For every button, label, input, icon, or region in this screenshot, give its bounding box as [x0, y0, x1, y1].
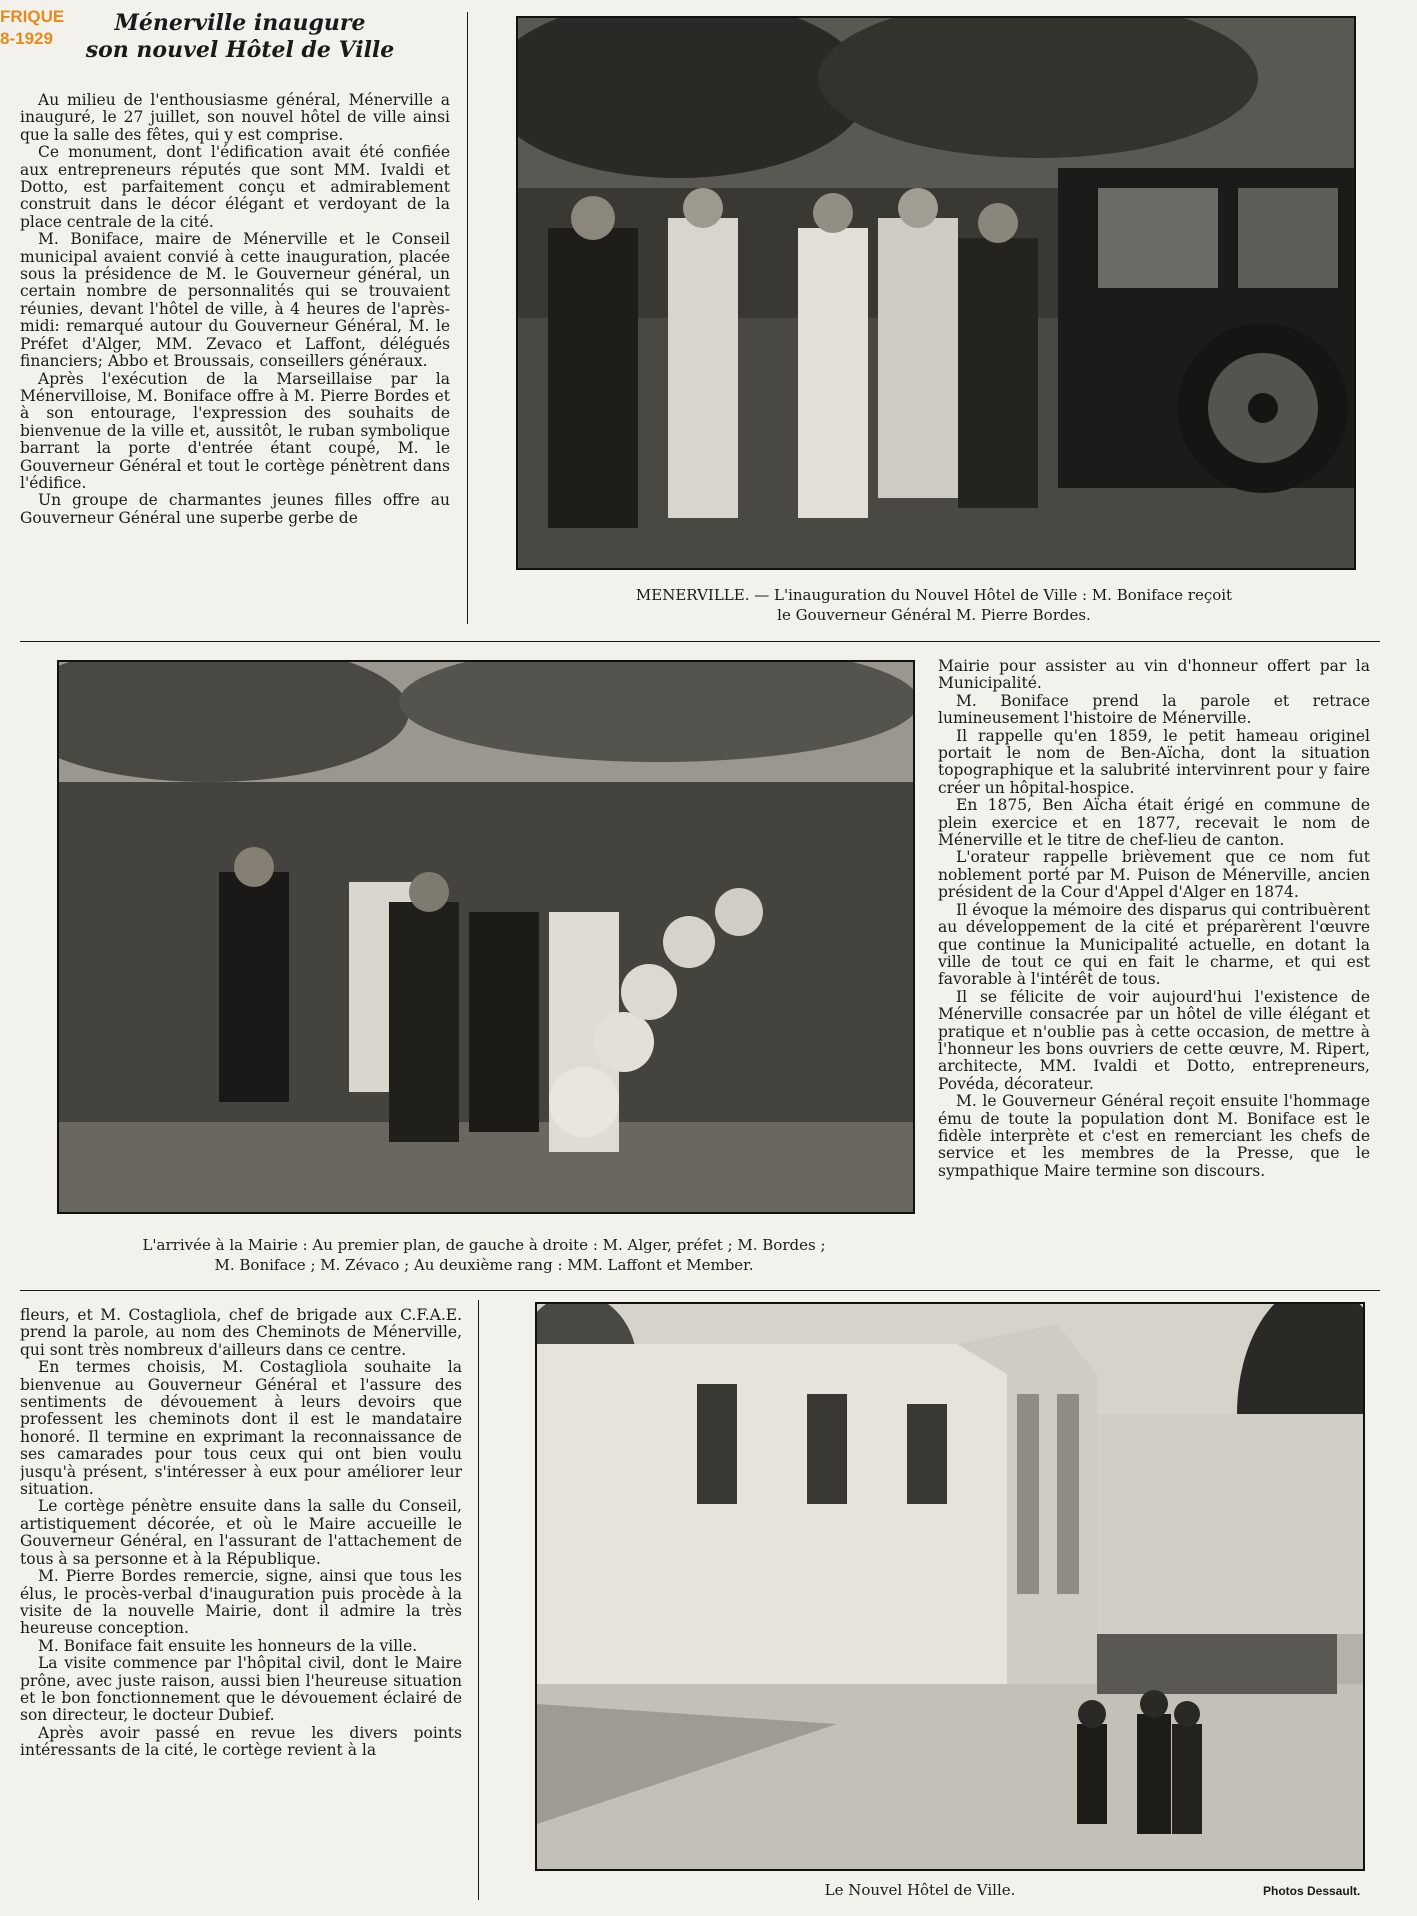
paragraph: Après avoir passé en revue les divers points intéressants de la cité, le cortège revient à la — [20, 1723, 462, 1760]
paragraph: Le cortège pénètre ensuite dans la salle du Conseil, artistiquement décorée, et où le Maire accueille le Gouverneur Général, en l'assurant de l'attachement de tous à sa personne et à la République. — [20, 1497, 462, 1568]
stamp-line-2: 8-1929 — [0, 29, 53, 48]
photo-2-caption-line-2: M. Boniface ; M. Zévaco ; Au deuxième rang : MM. Laffont et Member. — [214, 1256, 754, 1274]
paragraph: M. Boniface, maire de Ménerville et le Conseil municipal avaient convié à cette inauguration, placée sous la présidence de M. le Gouverneur général, un certain nombre de personnalités qui se trouvaient réunies, devant l'hôtel de ville, à 4 heures de l'après-midi: remarqué autour du Gouverneur Général, M. le Préfet d'Alger, MM. Zevaco et Laffont, délégués financiers; Abbo et Broussais, conseillers généraux. — [20, 230, 450, 371]
paragraph: Il se félicite de voir aujourd'hui l'existence de Ménerville consacrée par un hôtel de ville élégant et pratique et n'oublie pas à cette occasion, de mettre à l'honneur les bons ouvriers de cette œuvre, M. Ripert, architecte, MM. Ivaldi et Dotto, entrepreneurs, Povéda, décorateur. — [938, 987, 1370, 1093]
photo-1-caption — [516, 585, 1352, 625]
headline-line-1: Ménerville inaugure — [114, 10, 366, 36]
paragraph: M. le Gouverneur Général reçoit ensuite l'hommage ému de toute la population dont M. Boniface est le fidèle interprète et c'est en remerciant les chefs de service et les membres de la Presse, que le sympathique Maire termine son discours. — [938, 1092, 1370, 1180]
photo-inauguration-car — [516, 16, 1356, 570]
paragraph: En 1875, Ben Aïcha était érigé en commune de plein exercice et en 1877, recevait le nom de Ménerville et le titre de chef-lieu de canton. — [938, 796, 1370, 850]
archive-stamp — [0, 6, 64, 50]
column-divider — [478, 1300, 479, 1900]
paragraph: Après l'exécution de la Marseillaise par la Ménervilloise, M. Boniface offre à M. Pierre Bordes et à son entourage, l'expression des souhaits de bienvenue de la ville et, aussitôt, le ruban symbolique barrant la porte d'entrée étant coupé, M. le Gouverneur Général et tout le cortège pénètrent dans l'édifice. — [20, 369, 450, 492]
photo-1-caption-line-2: le Gouverneur Général M. Pierre Bordes. — [777, 606, 1091, 624]
section-divider — [20, 641, 1380, 642]
paragraph: Au milieu de l'enthousiasme général, Ménerville a inauguré, le 27 juillet, son nouvel hôtel de ville ainsi que la salle des fêtes, qui y est comprise. — [20, 92, 450, 144]
text-column-1 — [20, 92, 450, 628]
column-divider — [467, 12, 468, 624]
photo-arrival-mairie — [57, 660, 915, 1214]
photo-1-caption-line-1: MENERVILLE. — L'inauguration du Nouvel Hôtel de Ville : M. Boniface reçoit — [635, 586, 1233, 604]
paragraph: Ce monument, dont l'édification avait été confiée aux entrepreneurs réputés que sont MM. Ivaldi et Dotto, est parfaitement conçu et admirablement construit dans le décor élégant et verdoyant de la place centrale de la cité. — [20, 143, 450, 231]
photo-inauguration-car-image — [518, 18, 1354, 568]
paragraph: Mairie pour assister au vin d'honneur offert par la Municipalité. — [938, 658, 1370, 693]
article-headline — [60, 10, 420, 64]
paragraph: fleurs, et M. Costagliola, chef de brigade aux C.F.A.E. prend la parole, au nom des Cheminots de Ménerville, qui sont très nombreux d'ailleurs dans ce centre. — [20, 1307, 462, 1359]
paragraph: M. Pierre Bordes remercie, signe, ainsi que tous les élus, le procès-verbal d'inauguration puis procède à la visite de la nouvelle Mairie, dont il admire la très heureuse conception. — [20, 1567, 462, 1638]
text-column-3 — [20, 1307, 462, 1901]
section-divider — [20, 1290, 1380, 1291]
paragraph: L'orateur rappelle brièvement que ce nom fut noblement porté par M. Puison de Ménerville, ancien président de la Cour d'Appel d'Alger en 1874. — [938, 848, 1370, 902]
paragraph: La visite commence par l'hôpital civil, dont le Maire prône, avec juste raison, aussi bien l'heureuse situation et le bon fonctionnement que le dévouement éclairé de son directeur, le docteur Dubief. — [20, 1654, 462, 1725]
headline-line-2: son nouvel Hôtel de Ville — [85, 37, 395, 63]
paragraph: M. Boniface prend la parole et retrace lumineusement l'histoire de Ménerville. — [938, 691, 1370, 728]
photo-arrival-mairie-image — [59, 662, 913, 1212]
paragraph: En termes choisis, M. Costagliola souhaite la bienvenue au Gouverneur Général et l'assure des sentiments de dévouement à leurs devoirs que professent les cheminots dont il est le mandataire honoré. Il termine en exprimant la reconnaissance de ses camarades pour tous ceux qui ont bien voulu jusqu'à présent, s'intéresser à eux pour améliorer leur situation. — [20, 1358, 462, 1499]
photo-credit: Photos Dessault. — [1263, 1884, 1361, 1898]
paragraph: M. Boniface fait ensuite les honneurs de la ville. — [38, 1636, 418, 1655]
photo-3-caption: Le Nouvel Hôtel de Ville. — [824, 1881, 1016, 1899]
photo-town-hall-image — [537, 1304, 1363, 1869]
photo-2-caption — [40, 1235, 928, 1275]
photo-2-caption-line-1: L'arrivée à la Mairie : Au premier plan, de gauche à droite : M. Alger, préfet ; M. Bordes ; — [142, 1236, 826, 1254]
paragraph: Un groupe de charmantes jeunes filles offre au Gouverneur Général une superbe gerbe de — [20, 491, 450, 527]
stamp-line-1: FRIQUE — [0, 7, 65, 26]
photo-town-hall — [535, 1302, 1365, 1871]
text-column-2 — [938, 658, 1370, 1276]
paragraph: Il évoque la mémoire des disparus qui contribuèrent au développement de la cité et préparèrent l'œuvre que continue la Municipalité actuelle, en dotant la ville de tout ce qui en fait le charme, et qui est favorable à l'intérêt de tous. — [938, 900, 1370, 989]
paragraph: Il rappelle qu'en 1859, le petit hameau originel portait le nom de Ben-Aïcha, dont la situation topographique et la salubrité intervinrent pour y faire créer un hôpital-hospice. — [938, 726, 1370, 797]
